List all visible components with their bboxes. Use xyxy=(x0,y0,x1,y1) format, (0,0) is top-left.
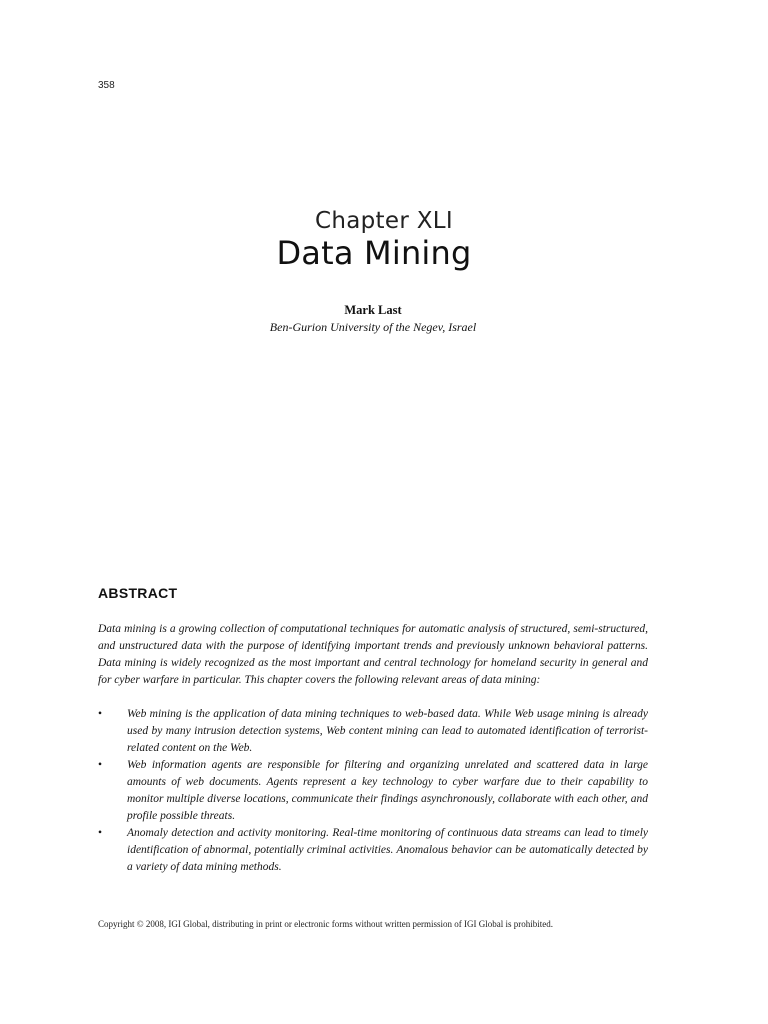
list-item xyxy=(98,757,648,825)
abstract-paragraph: Data mining is a growing collection of computational techniques for automatic analysis of structured, semi-structured, and unstructured data with the purpose of identifying important trends and previously unknown behavioral patterns. Data mining is widely recognized as the most important and central technology for homeland security in general and for cyber warfare in particular. This chapter covers the following relevant areas of data mining: xyxy=(98,623,648,686)
chapter-label: Chapter XLI xyxy=(315,208,453,234)
list-item xyxy=(98,706,648,757)
bullet-icon: • xyxy=(98,827,103,839)
bullet-text: Web mining is the application of data mining techniques to web-based data. While Web usage mining is already used by many intrusion detection systems, Web content mining can lead to automated identification of terrorist-related content on the Web. xyxy=(127,708,648,754)
abstract-bullet-list xyxy=(98,706,648,876)
chapter-title: Data Mining xyxy=(276,234,472,272)
bullet-icon: • xyxy=(98,759,103,771)
page-number: 358 xyxy=(98,80,115,91)
copyright-notice: Copyright © 2008, IGI Global, distributing in print or electronic forms without written permission of IGI Global is prohibited. xyxy=(98,919,554,929)
bullet-text: Anomaly detection and activity monitoring. Real-time monitoring of continuous data streams can lead to timely identification of abnormal, potentially criminal activities. Anomalous behavior can be automatically detected by a variety of data mining methods. xyxy=(127,827,648,873)
bullet-icon: • xyxy=(98,708,103,720)
list-item xyxy=(98,825,648,876)
bullet-text: Web information agents are responsible for filtering and organizing unrelated and scattered data in large amounts of web documents. Agents represent a key technology to cyber warfare due to their capability to monitor multiple diverse locations, communicate their findings asynchronously, collaborate with each other, and profile possible threats. xyxy=(127,759,648,822)
abstract-body xyxy=(98,621,648,689)
author-name: Mark Last xyxy=(344,303,402,317)
abstract-heading: ABSTRACT xyxy=(98,585,178,601)
author-affiliation: Ben-Gurion University of the Negev, Israel xyxy=(269,320,477,334)
